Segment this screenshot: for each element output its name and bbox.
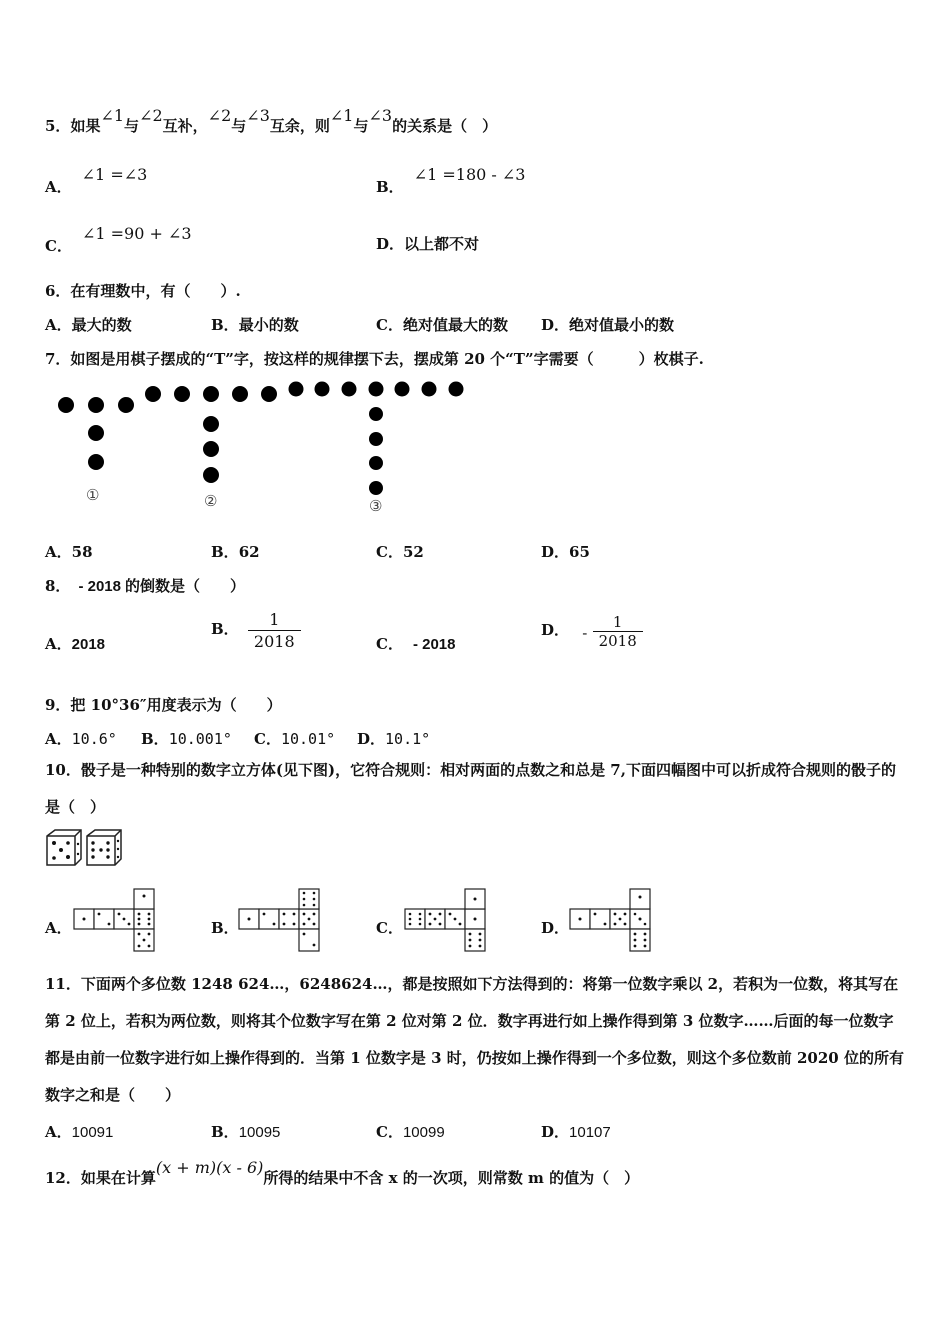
stone	[449, 382, 464, 397]
q9-option-d[interactable]: D．10.1°	[357, 730, 431, 748]
q7-option-b[interactable]: B．62	[211, 543, 260, 561]
fraction: $\frac{1}{2018}$	[248, 610, 301, 653]
stone	[395, 382, 410, 397]
q7-option-a[interactable]: A．58	[45, 543, 93, 561]
q9-option-a[interactable]: A．10.6°	[45, 730, 117, 748]
q7-option-d[interactable]: D．65	[541, 543, 590, 561]
stone	[203, 441, 219, 457]
q8-option-c[interactable]: C． - 2018	[376, 635, 456, 653]
die-1	[47, 830, 81, 865]
stone	[369, 407, 383, 421]
q7-stem: 7．如图是用棋子摆成的“T”字，按这样的规律摆下去，摆成第 20 个“T”字需要（ ）枚棋子.	[45, 350, 704, 368]
q10-option-b-net[interactable]	[238, 888, 328, 954]
stone	[369, 456, 383, 470]
q6-option-d[interactable]: D．绝对值最小的数	[541, 316, 675, 334]
q11-option-c[interactable]: C．10099	[376, 1123, 445, 1141]
stone	[88, 425, 104, 441]
t-shape-3	[289, 382, 464, 496]
stone	[203, 467, 219, 483]
q9-option-b[interactable]: B．10.001°	[141, 730, 232, 748]
q10-option-b-label[interactable]: B．	[211, 919, 239, 937]
q11-option-a[interactable]: A．10091	[45, 1123, 114, 1141]
stone	[261, 386, 277, 402]
q8-option-d[interactable]: D． - $\frac{1}{2018}$	[541, 614, 643, 651]
q7-figure-label-3: ③	[369, 497, 383, 515]
q7-figure-label-1: ①	[86, 486, 100, 504]
q12-stem: 12．如果在计算(x + m)(x - 6)所得的结果中不含 x 的一次项，则常数 m 的值为（ ）	[45, 1158, 640, 1187]
q5-option-a[interactable]: A．∠1 =∠3	[45, 165, 148, 196]
q11-stem: 11．下面两个多位数 1248 624…，6248624…，都是按照如下方法得到的：将第一位数字乘以 2，若积为一位数，将其写在第 2 位上，若积为两位数，则将其个位数字写在第 2 位对第 2 位．数字再进行如上操作得到第 3 位数字……后面的每一位数字都是由前一位数字进行如上操作得到的．当第 1 位数字是 3 时，仍按如上操作得到一个多位数，则这个多位数前 2020 位的所有数字之和是（ ）	[45, 975, 904, 1104]
q7-figure-label-2: ②	[204, 492, 218, 510]
stone	[289, 382, 304, 397]
q10-option-c-net[interactable]	[404, 888, 494, 954]
q5-option-b[interactable]: B．∠1 =180 - ∠3	[376, 165, 526, 196]
stone	[203, 386, 219, 402]
q10-option-d-net[interactable]	[569, 888, 659, 954]
q5-stem: 5．如果∠1与∠2互补，∠2与∠3互余，则∠1与∠3的关系是（ ）	[45, 106, 498, 135]
q11-option-b[interactable]: B．10095	[211, 1123, 281, 1141]
stone	[342, 382, 357, 397]
q6-option-c[interactable]: C．绝对值最大的数	[376, 316, 508, 334]
stone	[88, 397, 104, 413]
q9-option-c[interactable]: C．10.01°	[254, 730, 336, 748]
stone	[369, 382, 384, 397]
q5-option-c[interactable]: C．∠1 =90 + ∠3	[45, 224, 192, 255]
q8-option-a[interactable]: A．2018	[45, 635, 106, 653]
stone	[118, 397, 134, 413]
q9-stem: 9．把 10°36″用度表示为（ ）	[45, 696, 282, 714]
q10-stem: 10．骰子是一种特别的数字立方体(见下图)，它符合规则：相对两面的点数之和总是 7,下面四幅图中可以折成符合规则的骰子的是（ ）	[45, 761, 896, 816]
q10-option-a-label[interactable]: A．	[45, 919, 72, 937]
q6-option-a[interactable]: A．最大的数	[45, 316, 132, 334]
q10-option-d-label[interactable]: D．	[541, 919, 570, 937]
q8-stem: 8． - 2018 的倒数是（ ）	[45, 577, 245, 595]
q6-option-b[interactable]: B．最小的数	[211, 316, 299, 334]
stone	[174, 386, 190, 402]
t-shape-2	[145, 386, 277, 483]
die-2	[87, 830, 121, 865]
t-shape-1	[58, 397, 134, 470]
q11-option-d[interactable]: D．10107	[541, 1123, 611, 1141]
q10-dice-figure	[45, 829, 125, 867]
stone	[88, 454, 104, 470]
q5-option-d[interactable]: D．以上都不对	[376, 235, 480, 253]
stone	[315, 382, 330, 397]
stone	[203, 416, 219, 432]
fraction: $\frac{1}{2018}$	[593, 614, 643, 651]
stone	[232, 386, 248, 402]
stone	[369, 432, 383, 446]
stone	[145, 386, 161, 402]
stone	[58, 397, 74, 413]
q7-option-c[interactable]: C．52	[376, 543, 424, 561]
q6-stem: 6．在有理数中，有（ ）.	[45, 282, 241, 300]
q8-option-b[interactable]: B． $\frac{1}{2018}$	[211, 610, 301, 653]
q10-option-c-label[interactable]: C．	[376, 919, 403, 937]
q10-option-a-net[interactable]	[73, 888, 163, 954]
stone	[369, 481, 383, 495]
stone	[422, 382, 437, 397]
q7-t-figure	[50, 380, 480, 515]
